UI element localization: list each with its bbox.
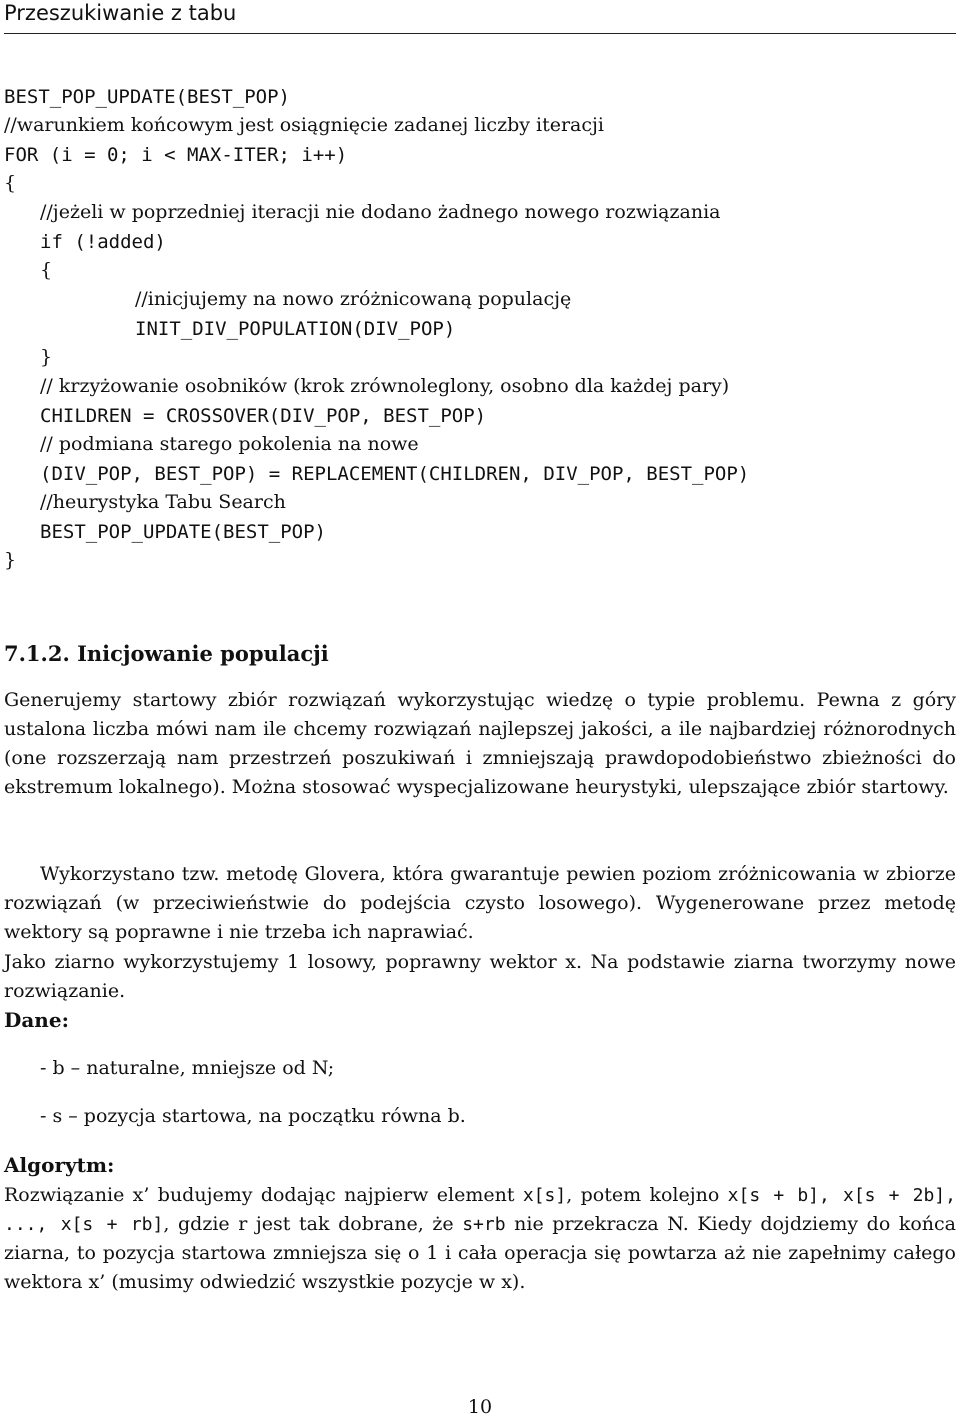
dane-label: Dane:: [4, 1008, 69, 1032]
code-line: (DIV_POP, BEST_POP) = REPLACEMENT(CHILDREN, DIV_POP, BEST_POP): [40, 463, 750, 485]
code-comment: //warunkiem końcowym jest osiągnięcie zadanej liczby iteracji: [4, 114, 604, 136]
code-brace: }: [4, 549, 17, 571]
algorithm-code: x[s + b], x[s + 2b], ..., x[s + rb]: [4, 1185, 956, 1235]
code-comment: // podmiana starego pokolenia na nowe: [40, 433, 419, 455]
code-line: INIT_DIV_POPULATION(DIV_POP): [135, 318, 456, 340]
code-brace: {: [40, 259, 53, 281]
paragraph-algorithm: [4, 1181, 956, 1297]
code-line: CHILDREN = CROSSOVER(DIV_POP, BEST_POP): [40, 405, 487, 427]
code-comment: // krzyżowanie osobników (krok zrównoleglony, osobno dla każdej pary): [40, 375, 730, 397]
paragraph-seed: Jako ziarno wykorzystujemy 1 losowy, poprawny wektor x. Na podstawie ziarna tworzymy nowe rozwiązanie.: [4, 951, 956, 1002]
dane-item-s: - s – pozycja startowa, na początku równa b.: [40, 1105, 466, 1127]
algorithm-text: nie przekracza N. Kiedy dojdziemy do końca ziarna, to pozycja startowa zmniejsza się o 1 i cała operacja się powtarza aż nie zapełnimy całego wektora x’ (musimy odwiedzić wszystkie pozycje w x).: [4, 1213, 957, 1293]
code-comment: //inicjujemy na nowo zróżnicowaną populację: [135, 288, 572, 310]
page-number: 10: [467, 1396, 493, 1418]
page-header: Przeszukiwanie z tabu: [4, 1, 237, 25]
paragraph-glover: Wykorzystano tzw. metodę Glovera, która gwarantuje pewien poziom zróżnicowania w zbiorze rozwiązań (w przeciwieństwie do podejścia czysto losowego). Wygenerowane przez metodę wektory są poprawne i nie trzeba ich naprawiać.: [4, 863, 956, 943]
code-brace: }: [40, 346, 53, 368]
algorithm-code: s+rb: [462, 1214, 506, 1235]
code-line: BEST_POP_UPDATE(BEST_POP): [4, 86, 290, 108]
header-rule: [4, 33, 956, 34]
section-title: 7.1.2. Inicjowanie populacji: [4, 641, 329, 666]
algorithm-text: , gdzie r jest tak dobrane, że: [163, 1213, 463, 1235]
dane-item-b: - b – naturalne, mniejsze od N;: [40, 1057, 335, 1079]
algorithm-code: x[s]: [522, 1185, 567, 1206]
code-line: if (!added): [40, 231, 166, 253]
paragraph-intro: Generujemy startowy zbiór rozwiązań wykorzystując wiedzę o typie problemu. Pewna z góry ustalona liczba mówi nam ile chcemy rozwiązań najlepszej jakości, a ile najbardziej różnorodnych (one rozszerzają nam przestrzeń poszukiwań i zmniejszają prawdopodobieństwo zbieżności do ekstremum lokalnego). Można stosować wyspecjalizowane heurystyki, ulepszające zbiór startowy.: [4, 689, 956, 798]
code-line: FOR (i = 0; i < MAX-ITER; i++): [4, 144, 348, 166]
code-comment: //jeżeli w poprzedniej iteracji nie dodano żadnego nowego rozwiązania: [40, 201, 721, 223]
algorithm-text: Rozwiązanie x’ budujemy dodając najpierw element: [4, 1184, 523, 1206]
algorytm-label: Algorytm:: [4, 1153, 115, 1177]
algorithm-text: , potem kolejno: [566, 1184, 728, 1206]
code-line: BEST_POP_UPDATE(BEST_POP): [40, 521, 326, 543]
code-brace: {: [4, 172, 17, 194]
code-comment: //heurystyka Tabu Search: [40, 491, 286, 513]
